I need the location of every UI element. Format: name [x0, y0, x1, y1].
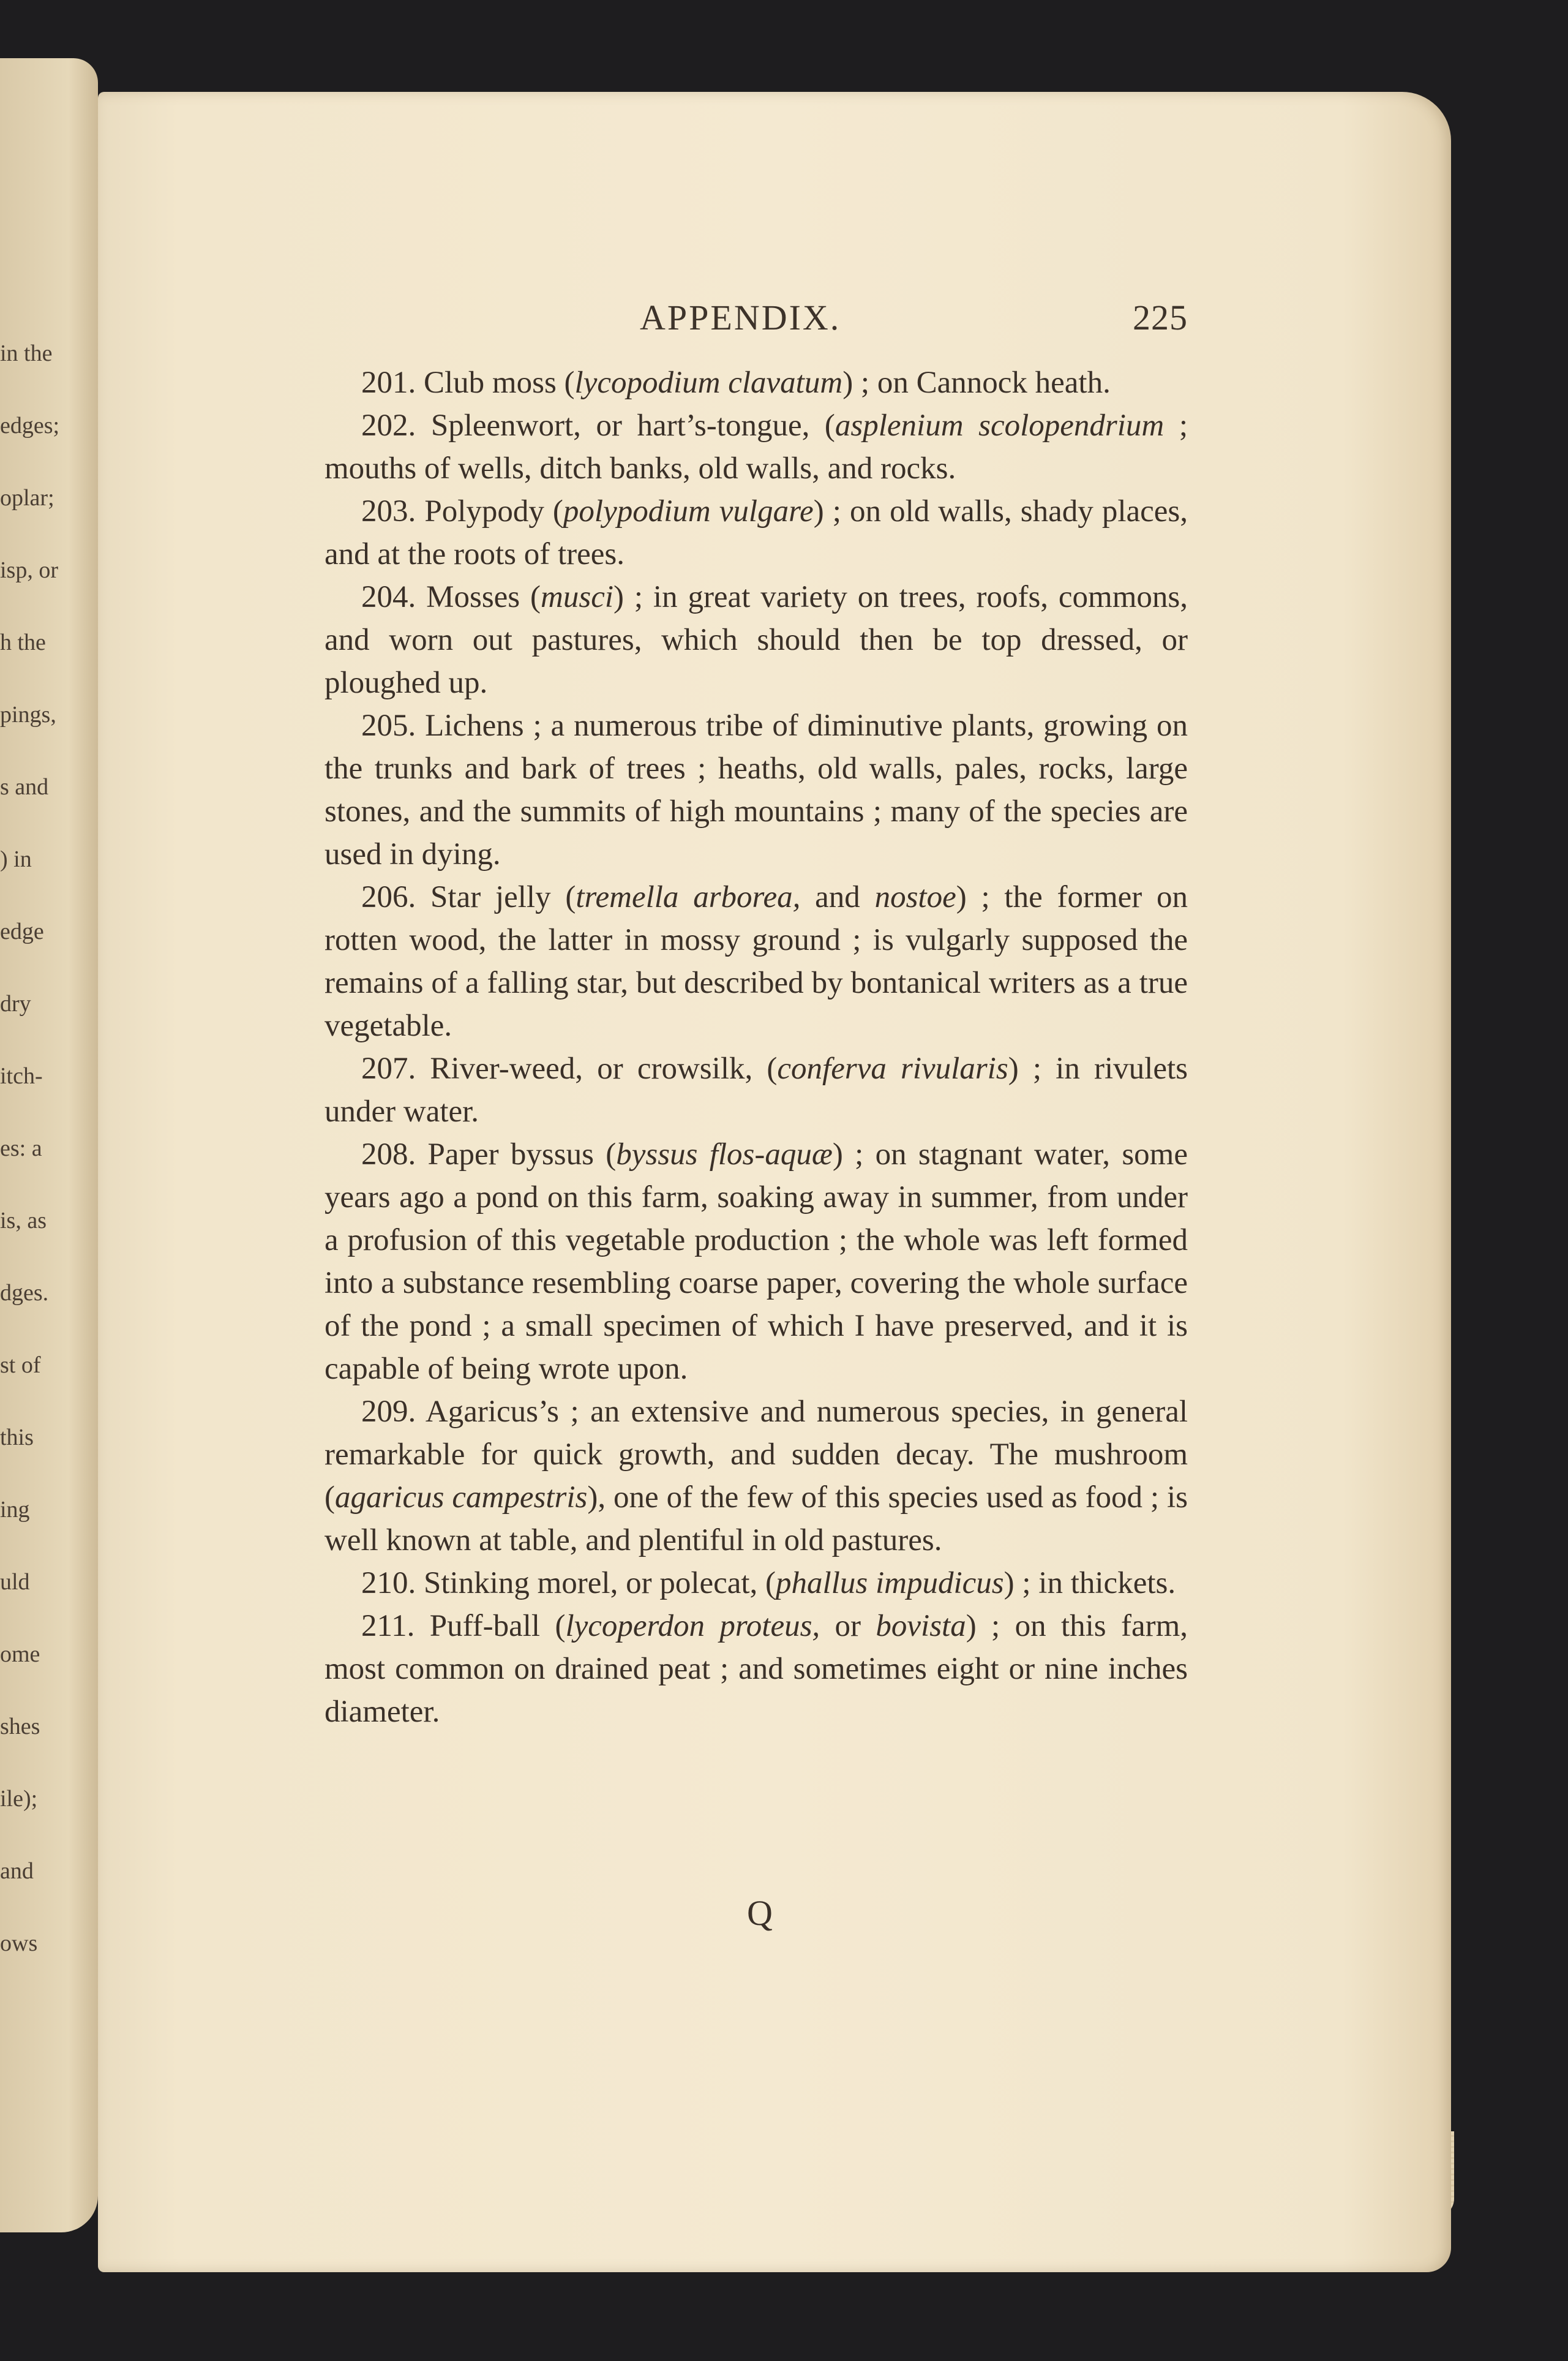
header-title: APPENDIX.: [640, 298, 841, 337]
latin-name: conferva rivularis: [777, 1052, 1008, 1086]
facing-page-fragment: ile);: [0, 1786, 38, 1812]
entry-text: Club moss (: [424, 366, 575, 400]
entry-number: 206.: [361, 880, 431, 914]
facing-page-fragment: edges;: [0, 413, 60, 439]
facing-page-fragment: shes: [0, 1714, 40, 1739]
entry: [324, 1562, 1188, 1605]
entry-text: ; mouths of wells, ditch banks, old walls, and rocks.: [324, 409, 1188, 486]
entry-number: 211.: [361, 1609, 430, 1643]
entry-number: 202.: [361, 409, 431, 443]
entry-text: Mosses (: [426, 580, 541, 614]
facing-page-fragment: st of: [0, 1352, 41, 1378]
entry-number: 210.: [361, 1566, 424, 1600]
facing-page-fragment: this: [0, 1425, 34, 1450]
entry: [324, 1133, 1188, 1390]
latin-name: asplenium scolopendrium: [835, 409, 1165, 443]
entry-text: or: [820, 1609, 876, 1643]
entry-number: 204.: [361, 580, 427, 614]
latin-name: nostoe: [874, 880, 956, 914]
facing-page-fragment: is, as: [0, 1208, 47, 1233]
entry: [324, 1047, 1188, 1133]
entry-text: ) ; on stagnant water, some years ago a pond on this farm, soaking away in summer, from under a profusion of this vegetable production ; the whole was left formed into a substance resembling coarse paper, covering the whole surface of the pond ; a small specimen of which I have preserved, and it is capable of being wrote upon.: [324, 1137, 1188, 1386]
latin-name: polypodium vulgare: [563, 494, 814, 529]
facing-page-fragment: h the: [0, 630, 46, 655]
page-number: 225: [1133, 298, 1188, 337]
entry-text: ) ; the former on rotten wood, the latter in mossy ground ; is vulgarly supposed the remains of a falling star, but described by bontanical writers as a true vegetable.: [324, 880, 1188, 1043]
facing-page-fragment: ome: [0, 1641, 40, 1667]
latin-name: byssus flos-aquæ: [616, 1137, 833, 1172]
latin-name: bovista: [876, 1609, 966, 1643]
entry-number: 201.: [361, 366, 424, 400]
facing-page-fragment: ows: [0, 1930, 38, 1956]
facing-page-fragment: ing: [0, 1497, 30, 1523]
facing-page-fragment: dges.: [0, 1280, 49, 1306]
entry-number: 207.: [361, 1052, 430, 1086]
facing-page: [0, 58, 98, 2232]
appendix-text: [324, 361, 1188, 1733]
entry: [324, 704, 1188, 876]
entry-text: Star jelly (: [430, 880, 576, 914]
entry-text: ) ; in thickets.: [1003, 1566, 1176, 1600]
facing-page-fragment: pings,: [0, 702, 56, 728]
entry-number: 203.: [361, 494, 425, 529]
entry: [324, 361, 1188, 404]
entry-text: ) ; on this farm, most common on drained peat ; and sometimes eight or nine inches diameter.: [324, 1609, 1188, 1729]
entry-text: Puff-ball (: [429, 1609, 566, 1643]
entry: [324, 876, 1188, 1047]
entry: [324, 1390, 1188, 1562]
entry-text: Lichens ; a numerous tribe of diminutive plants, growing on the trunks and bark of trees ; heaths, old walls, pales, rocks, large stones, and the summits of high mountains ; many of the species are used in dying.: [324, 709, 1188, 872]
entry-number: 209.: [361, 1395, 426, 1429]
entry-text: Spleenwort, or hart’s-tongue, (: [430, 409, 835, 443]
entry-text: and: [800, 880, 875, 914]
facing-page-fragment: dry: [0, 991, 31, 1017]
latin-name: lycoperdon proteus,: [565, 1609, 820, 1643]
entry: [324, 1605, 1188, 1733]
facing-page-fragment: s and: [0, 774, 49, 800]
entry-text: ) ; in great variety on trees, roofs, commons, and worn out pastures, which should then be top dressed, or ploughed up.: [324, 580, 1188, 700]
entry-text: Polypody (: [424, 494, 563, 529]
entry-text: ) ; in rivulets under water.: [324, 1052, 1188, 1129]
latin-name: phallus impudicus: [776, 1566, 1004, 1600]
latin-name: musci: [541, 580, 613, 614]
entry-text: Stinking morel, or polecat, (: [424, 1566, 776, 1600]
facing-page-fragment: ) in: [0, 846, 32, 872]
facing-page-fragment: es: a: [0, 1135, 42, 1161]
facing-page-fragment: and: [0, 1858, 34, 1884]
signature-mark: Q: [747, 1893, 773, 1933]
entry-text: Agaricus’s ; an extensive and numerous species, in general remarkable for quick growth, and sudden decay. The mushroom (: [324, 1395, 1188, 1515]
entry: [324, 576, 1188, 704]
latin-name: tremella arborea,: [576, 880, 801, 914]
entry-text: ) ; on old walls, shady places, and at the roots of trees.: [324, 494, 1188, 571]
facing-page-fragment: in the: [0, 341, 53, 366]
entry-number: 208.: [361, 1137, 428, 1172]
entry: [324, 490, 1188, 576]
latin-name: agaricus campestris: [334, 1480, 588, 1515]
entry-text: Paper byssus (: [427, 1137, 617, 1172]
entry-number: 205.: [361, 709, 426, 743]
facing-page-fragment: uld: [0, 1569, 30, 1595]
facing-page-fragment: oplar;: [0, 485, 54, 511]
entry-text: ) ; on Cannock heath.: [842, 366, 1111, 400]
entry: [324, 404, 1188, 490]
latin-name: lycopodium clavatum: [574, 366, 843, 400]
entry-text: River-weed, or crowsilk, (: [430, 1052, 778, 1086]
facing-page-fragment: edge: [0, 919, 44, 944]
facing-page-fragment: isp, or: [0, 557, 58, 583]
facing-page-fragment: itch-: [0, 1063, 43, 1089]
entry-text: ), one of the few of this species used as food ; is well known at table, and plentiful in old pastures.: [324, 1480, 1188, 1557]
